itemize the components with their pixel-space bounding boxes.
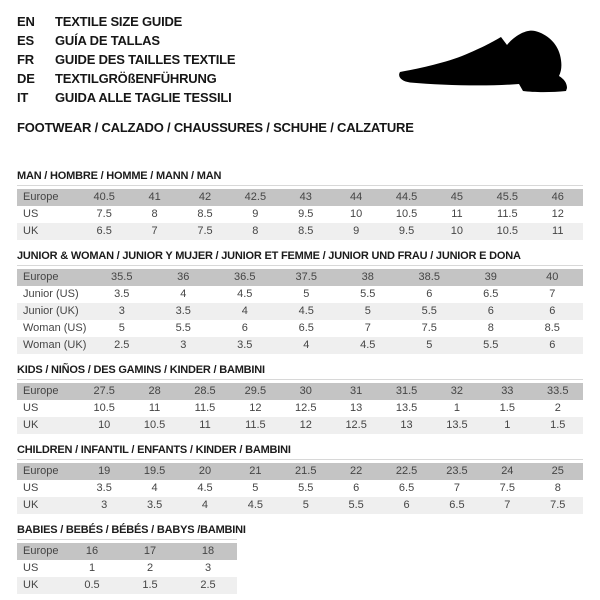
size-cell: 8.5 [298,225,314,237]
size-cell: 4.5 [360,339,376,351]
size-cell: 8.5 [544,322,560,334]
size-cell: 8.5 [197,208,213,220]
size-cell: 38 [361,271,374,283]
size-cell: 33 [501,385,514,397]
size-cell: 11 [451,208,463,220]
size-cell: 6 [487,305,494,317]
size-table [17,463,583,514]
size-cell: 8 [252,225,259,237]
size-cell: 2.5 [114,339,130,351]
size-cell: 7.5 [421,322,437,334]
language-code: FR [17,52,34,67]
size-cell: 21.5 [295,465,317,477]
size-cell: 10 [98,419,111,431]
size-cell: 11 [552,225,564,237]
size-cell: 3.5 [146,499,163,511]
size-cell: 11.5 [245,419,266,431]
table-row [17,223,583,240]
size-cell: 7 [504,499,511,511]
size-table [17,269,583,354]
size-cell: 11 [148,402,161,414]
size-cell: 1.5 [550,419,566,431]
size-cell: 40 [546,271,559,283]
size-cell: 8 [487,322,494,334]
size-cell: 4.5 [197,482,213,494]
dress-shoe-icon [396,26,572,96]
table-row [17,269,583,286]
size-cell: 40.5 [93,191,115,203]
table-row [17,383,583,400]
size-cell: 4.5 [237,288,253,300]
section-title: BABIES / BEBÉS / BÉBÉS / BABYS /BAMBINI [17,524,246,536]
row-label: US [23,482,39,494]
size-table-section [17,170,583,240]
divider [17,265,583,266]
size-cell: 5.5 [175,322,191,334]
size-cell: 22.5 [395,465,418,477]
row-label: Europe [23,191,59,203]
size-cell: 7 [549,288,556,300]
row-label: Woman (US) [23,322,87,334]
size-cell: 33.5 [547,385,569,397]
row-label: Europe [23,385,59,397]
size-cell: 28.5 [194,385,216,397]
size-cell: 16 [85,545,99,557]
size-cell: 6.5 [298,322,314,334]
table-row [17,560,237,577]
size-cell: 13.5 [446,419,468,431]
size-cell: 4.5 [247,499,264,511]
size-cell: 37.5 [295,271,317,283]
size-cell: 31 [350,385,363,397]
size-cell: 6 [241,322,248,334]
table-row [17,543,237,560]
size-cell: 10 [350,208,363,220]
size-cell: 5 [364,305,371,317]
table-row [17,577,237,594]
language-label: GUIDA ALLE TAGLIE TESSILI [55,90,232,105]
size-cell: 17 [143,545,157,557]
size-cell: 9.5 [298,208,314,220]
size-cell: 8 [554,482,561,494]
size-cell: 10.5 [496,225,519,237]
section-title: CHILDREN / INFANTIL / ENFANTS / KINDER / BAMBINI [17,444,291,456]
table-row [17,497,583,514]
table-row [17,417,583,434]
size-cell: 22 [350,465,363,477]
size-cell: 42 [198,191,212,203]
size-cell: 6.5 [483,288,499,300]
language-label: GUÍA DE TALLAS [55,33,160,48]
size-cell: 2 [146,562,154,574]
size-cell: 7.5 [499,482,515,494]
divider [17,459,583,460]
size-cell: 43 [299,191,312,203]
size-cell: 5 [302,499,309,511]
divider [17,539,237,540]
row-label: Junior (UK) [23,305,79,317]
size-table [17,383,583,434]
size-cell: 7 [453,482,460,494]
table-row [17,480,583,497]
size-table-section [17,444,583,514]
size-cell: 4 [201,499,209,511]
size-cell: 3.5 [114,288,130,300]
size-cell: 28 [148,385,161,397]
size-cell: 5.5 [483,339,499,351]
size-cell: 18 [201,545,215,557]
size-cell: 12.5 [345,419,367,431]
table-row [17,463,583,480]
language-code: IT [17,90,29,105]
size-cell: 3 [101,499,108,511]
size-cell: 11 [199,419,211,431]
size-cell: 12 [249,402,262,414]
size-cell: 3 [118,305,125,317]
size-cell: 25 [551,465,564,477]
size-cell: 3.5 [96,482,112,494]
size-cell: 7.5 [197,225,213,237]
size-cell: 4 [180,288,187,300]
size-cell: 9 [252,208,259,220]
size-cell: 29.5 [244,385,267,397]
size-cell: 7 [364,322,371,334]
size-cell: 39 [484,271,497,283]
table-row [17,400,583,417]
section-title: KIDS / NIÑOS / DES GAMINS / KINDER / BAMBINI [17,364,265,376]
size-cell: 7.5 [550,499,566,511]
size-cell: 3.5 [175,305,191,317]
size-cell: 5 [252,482,259,494]
size-table-section [17,250,583,354]
size-cell: 6 [549,339,556,351]
size-cell: 10.5 [93,402,115,414]
size-cell: 6 [549,305,556,317]
size-cell: 5.5 [298,482,314,494]
size-cell: 24 [501,465,514,477]
size-cell: 3 [204,562,212,574]
size-cell: 1 [504,419,511,431]
size-cell: 10.5 [143,419,166,431]
size-cell: 5 [118,322,125,334]
size-cell: 2 [554,402,561,414]
size-cell: 45.5 [496,191,519,203]
row-label: US [23,208,39,220]
table-row [17,320,583,337]
size-cell: 12.5 [295,402,317,414]
size-cell: 35.5 [111,271,133,283]
size-cell: 6.5 [398,482,415,494]
size-cell: 12 [299,419,312,431]
size-cell: 45 [450,191,464,203]
size-cell: 36 [177,271,190,283]
size-table [17,543,237,594]
row-label: UK [23,499,39,511]
section-title: JUNIOR & WOMAN / JUNIOR Y MUJER / JUNIOR ET FEMME / JUNIOR UND FRAU / JUNIOR E DONA [17,250,521,262]
divider [17,185,583,186]
size-cell: 5.5 [421,305,437,317]
table-row [17,286,583,303]
table-row [17,189,583,206]
size-cell: 4 [151,482,158,494]
size-table [17,189,583,240]
size-table-section [17,364,583,434]
size-cell: 6 [403,499,410,511]
size-cell: 19 [98,465,111,477]
row-label: UK [23,225,39,237]
size-cell: 3.5 [237,339,253,351]
row-label: Europe [23,465,59,477]
size-cell: 21 [249,465,262,477]
size-cell: 6 [353,482,360,494]
size-cell: 8 [151,208,158,220]
size-cell: 7.5 [96,208,112,220]
row-label: Europe [23,545,59,557]
size-cell: 3 [180,339,187,351]
size-cell: 1.5 [499,402,515,414]
language-label: GUIDE DES TAILLES TEXTILE [55,52,236,67]
size-cell: 1.5 [142,579,158,591]
size-cell: 20 [198,465,212,477]
language-label: TEXTILGRÖßENFÜHRUNG [55,71,217,86]
size-cell: 0.5 [84,579,100,591]
size-cell: 2.5 [200,579,216,591]
size-cell: 1 [88,562,96,574]
size-cell: 31.5 [395,385,418,397]
table-row [17,206,583,223]
row-label: US [23,562,39,574]
size-cell: 5 [303,288,310,300]
row-label: Europe [23,271,59,283]
table-row [17,337,583,354]
size-cell: 1 [453,402,460,414]
size-cell: 9 [353,225,360,237]
section-title: MAN / HOMBRE / HOMME / MANN / MAN [17,170,222,182]
size-cell: 11.5 [497,208,518,220]
size-cell: 44 [350,191,363,203]
size-cell: 32 [450,385,464,397]
language-label: TEXTILE SIZE GUIDE [55,14,183,29]
size-cell: 4.5 [298,305,314,317]
size-cell: 13 [350,402,363,414]
size-cell: 7 [151,225,158,237]
row-label: UK [23,579,39,591]
size-cell: 36.5 [234,271,256,283]
size-cell: 44.5 [395,191,418,203]
language-code: ES [17,33,34,48]
size-tables [17,170,583,594]
row-label: US [23,402,39,414]
size-cell: 19.5 [143,465,166,477]
size-cell: 46 [551,191,564,203]
size-cell: 12 [551,208,564,220]
size-cell: 41 [148,191,161,203]
size-cell: 27.5 [93,385,115,397]
language-code: DE [17,71,35,86]
language-code: EN [17,14,35,29]
size-cell: 10.5 [395,208,418,220]
size-cell: 10 [450,225,464,237]
size-cell: 4 [241,305,248,317]
table-row [17,303,583,320]
row-label: UK [23,419,39,431]
row-label: Junior (US) [23,288,79,300]
size-cell: 6 [426,288,433,300]
size-cell: 6.5 [96,225,112,237]
size-cell: 4 [303,339,310,351]
size-cell: 38.5 [418,271,440,283]
divider [17,379,583,380]
size-cell: 13 [400,419,413,431]
size-cell: 11.5 [194,402,216,414]
size-cell: 6.5 [449,499,465,511]
size-cell: 9.5 [398,225,415,237]
size-cell: 5.5 [348,499,364,511]
size-cell: 5 [426,339,433,351]
size-table-section [17,524,583,594]
size-cell: 13.5 [395,402,418,414]
size-cell: 30 [299,385,312,397]
category-header: FOOTWEAR / CALZADO / CHAUSSURES / SCHUHE / CALZATURE [17,120,414,135]
size-cell: 23.5 [446,465,468,477]
size-cell: 42.5 [244,191,267,203]
size-cell: 5.5 [360,288,376,300]
row-label: Woman (UK) [23,339,87,351]
